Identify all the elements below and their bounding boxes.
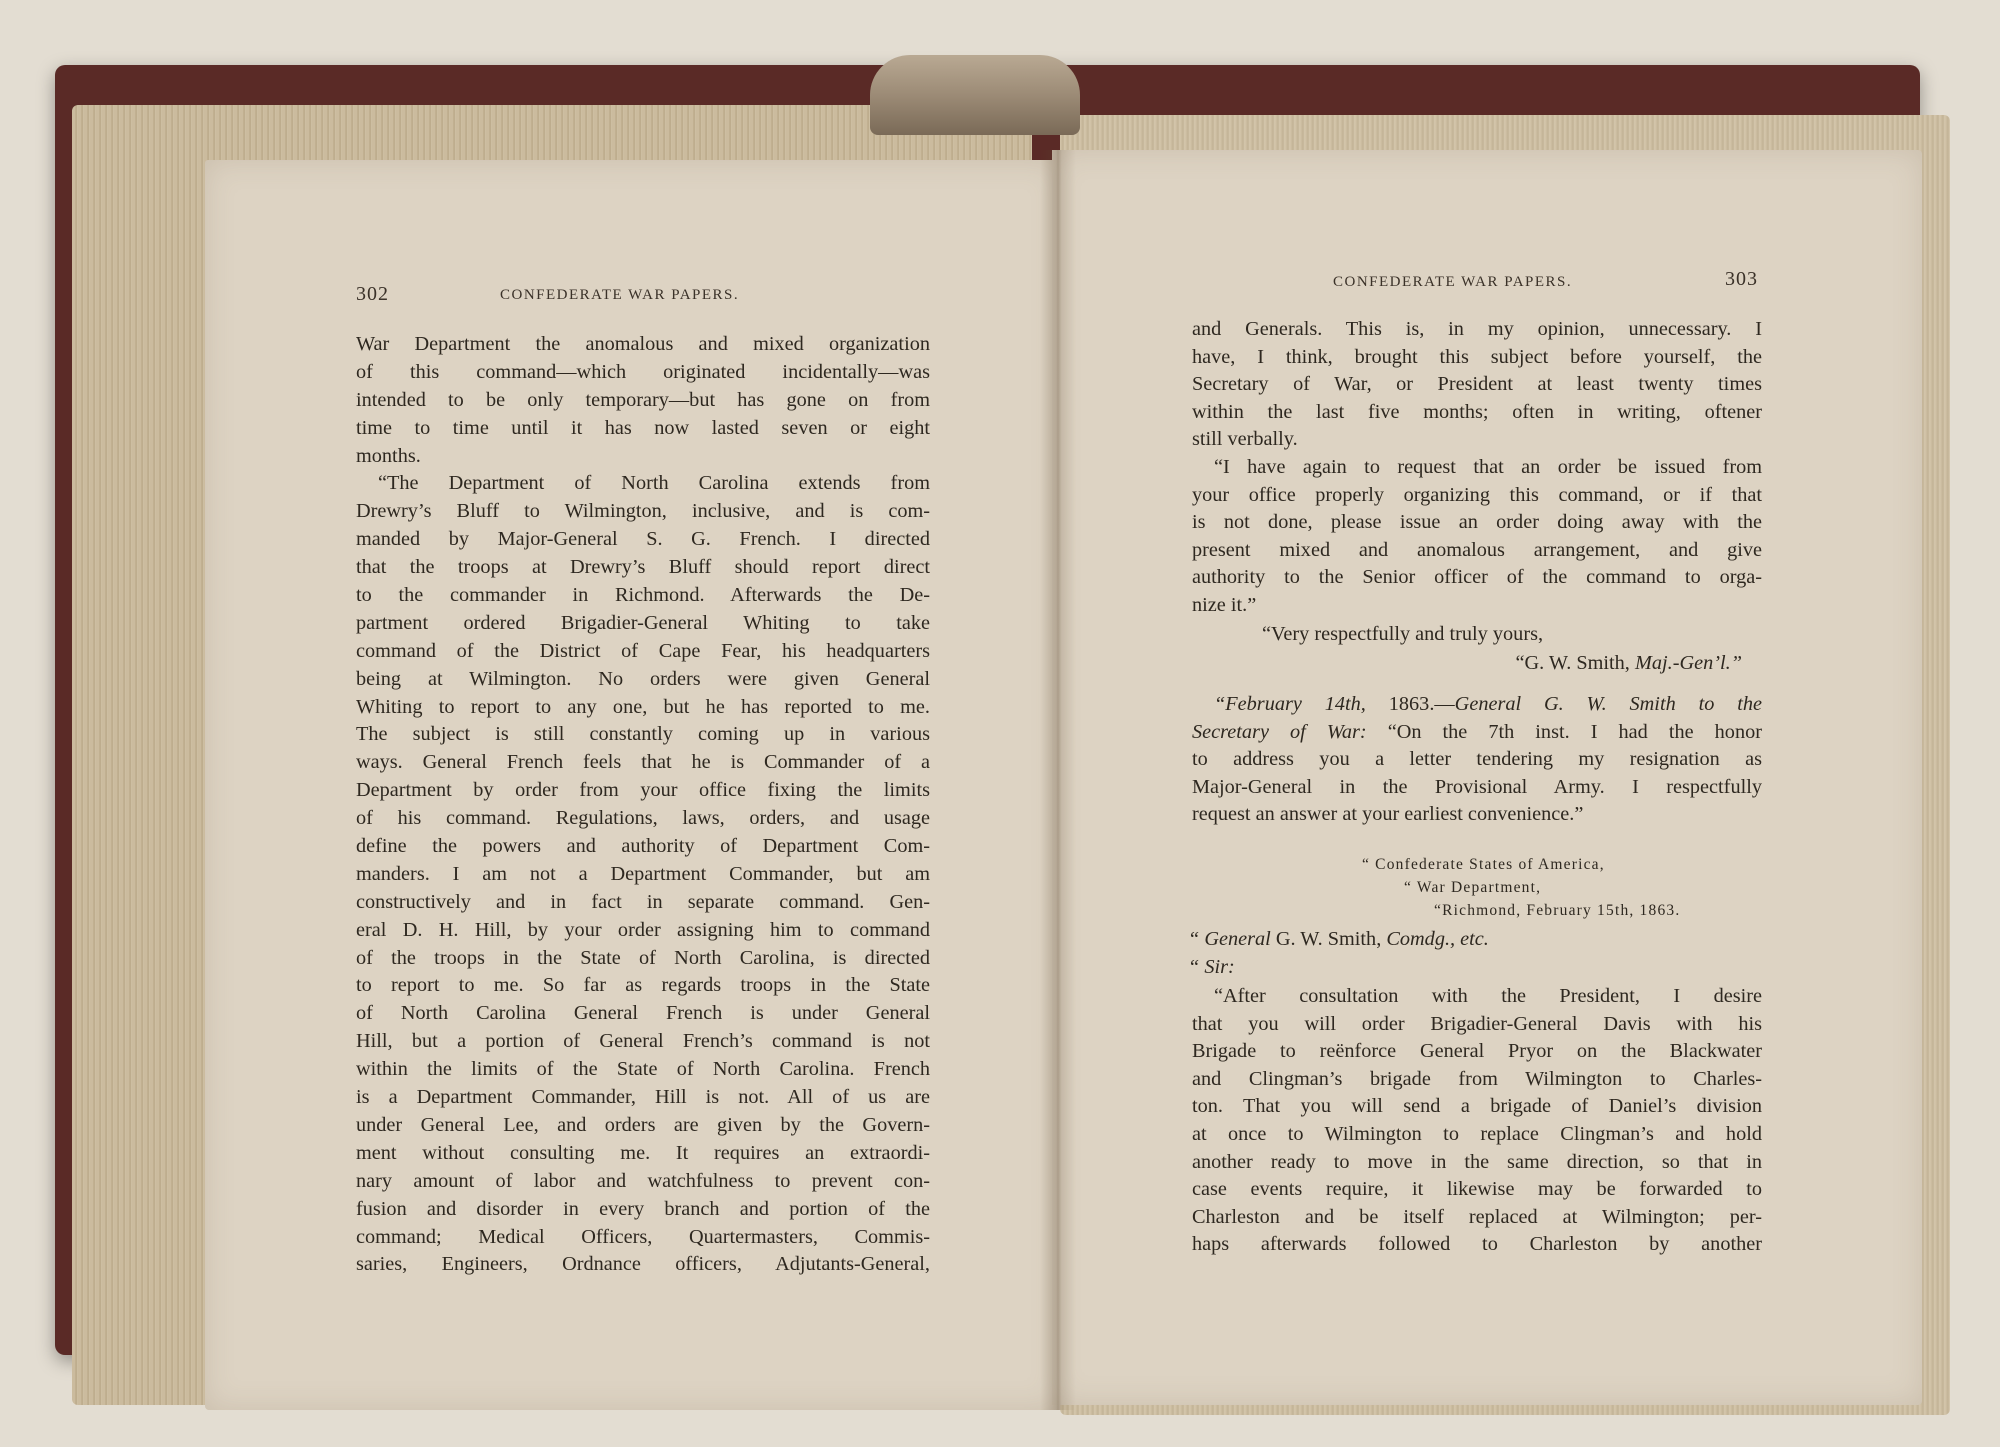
right-paragraph-3 bbox=[1192, 691, 1762, 829]
right-paragraph-4 bbox=[1192, 983, 1762, 1259]
para1-line: and Generals. This is, in my opinion, unnecessary. I bbox=[1192, 318, 1762, 340]
signature-line bbox=[1192, 650, 1742, 678]
left-text-line: Drewry’s Bluff to Wilmington, inclusive, and is com- bbox=[356, 500, 930, 523]
left-text-line: Hill, but a portion of General French’s command is not bbox=[356, 1030, 930, 1053]
address-line-2: “ War Department, bbox=[1404, 879, 1542, 896]
para3-line: Major-General in the Provisional Army. I respectfully bbox=[1192, 775, 1762, 798]
left-text-line: The subject is still constantly coming up in various bbox=[356, 723, 930, 746]
signature-name: “G. W. Smith, bbox=[1515, 652, 1630, 674]
para4-line: haps afterwards followed to Charleston by another bbox=[1192, 1233, 1762, 1256]
left-text-line: to the commander in Richmond. Afterwards the De- bbox=[356, 584, 930, 607]
left-text-line: Whiting to report to any one, but he has reported to me. bbox=[356, 695, 930, 718]
left-text-line: within the limits of the State of North Carolina. French bbox=[356, 1058, 930, 1081]
left-text-line: eral D. H. Hill, by your order assigning him to command bbox=[356, 918, 930, 941]
para4-line: and Clingman’s brigade from Wilmington to Charles- bbox=[1192, 1067, 1762, 1090]
left-text-line: manders. I am not a Department Commander, but am bbox=[356, 862, 930, 885]
para3-day: 14th, bbox=[1324, 693, 1366, 715]
left-text-line: partment ordered Brigadier-General Whiting to take bbox=[356, 611, 930, 634]
left-text-line: is a Department Commander, Hill is not. All of us are bbox=[356, 1086, 930, 1109]
para3-addressee: General G. W. Smith to the bbox=[1454, 693, 1762, 715]
para3-month: “February bbox=[1214, 693, 1302, 715]
para3-line: request an answer at your earliest convenience.” bbox=[1192, 803, 1584, 826]
left-text-line: months. bbox=[356, 444, 421, 467]
para3-secretary: Secretary of War: bbox=[1192, 720, 1367, 743]
left-text-line: define the powers and authority of Department Com- bbox=[356, 835, 930, 858]
left-text-line: of North Carolina General French is under General bbox=[356, 1002, 930, 1025]
para1-line: have, I think, brought this subject before yourself, the bbox=[1192, 345, 1762, 368]
signature-title: Maj.-Gen’l.” bbox=[1634, 652, 1742, 674]
salutation bbox=[1188, 926, 1758, 981]
left-text-line: time to time until it has now lasted seven or eight bbox=[356, 416, 930, 439]
para4-line: case events require, it likewise may be forwarded to bbox=[1192, 1178, 1762, 1201]
left-text-line: to report to me. So far as regards troops in the State bbox=[356, 974, 930, 997]
para1-line: still verbally. bbox=[1192, 428, 1298, 451]
left-text-line: of his command. Regulations, laws, orders, and usage bbox=[356, 807, 930, 830]
para3-year: 1863.— bbox=[1388, 693, 1455, 715]
para4-line: “After consultation with the President, I desire bbox=[1214, 985, 1762, 1007]
left-text-line: ment without consulting me. It requires an extraordi- bbox=[356, 1141, 930, 1164]
left-text-line: intended to be only temporary—but has gone on from bbox=[356, 388, 930, 411]
left-text-line: saries, Engineers, Ordnance officers, Adjutants-General, bbox=[356, 1253, 930, 1276]
para2-line: “I have again to request that an order be issued from bbox=[1214, 456, 1762, 478]
para4-line: Charleston and be itself replaced at Wilmington; per- bbox=[1192, 1205, 1762, 1228]
left-page-body bbox=[356, 331, 930, 1279]
para4-line: that you will order Brigadier-General Davis with his bbox=[1192, 1012, 1762, 1035]
right-paragraph-1 bbox=[1192, 316, 1762, 454]
para3-rest bbox=[1192, 746, 1762, 829]
para4-line: another ready to move in the same direction, so that in bbox=[1192, 1150, 1762, 1173]
para2-line: authority to the Senior officer of the command to orga- bbox=[1192, 566, 1762, 589]
para3-line-1 bbox=[1192, 691, 1762, 719]
left-running-head: CONFEDERATE WAR PAPERS. bbox=[500, 287, 740, 303]
para1-line: Secretary of War, or President at least twenty times bbox=[1192, 373, 1762, 396]
book-spine bbox=[870, 55, 1080, 135]
para2-line: present mixed and anomalous arrangement, and give bbox=[1192, 538, 1762, 561]
para4-line: ton. That you will send a brigade of Daniel’s division bbox=[1192, 1095, 1762, 1118]
para2-line: is not done, please issue an order doing away with the bbox=[1192, 511, 1762, 534]
para3-line2-text: “On the 7th inst. I had the honor bbox=[1387, 720, 1762, 743]
salutation-title: Comdg., etc. bbox=[1386, 928, 1489, 950]
left-text-line: under General Lee, and orders are given by the Govern- bbox=[356, 1113, 930, 1136]
address-line-1: “ Confederate States of America, bbox=[1362, 856, 1605, 873]
salutation-name: G. W. Smith, bbox=[1275, 928, 1382, 950]
left-text-line: “The Department of North Carolina extends from bbox=[378, 472, 930, 495]
left-page-number: 302 bbox=[356, 283, 389, 305]
right-paragraph-2 bbox=[1192, 454, 1762, 620]
right-running-head: CONFEDERATE WAR PAPERS. bbox=[1333, 274, 1573, 290]
salutation-general: “ General bbox=[1188, 928, 1271, 950]
para3-line-2 bbox=[1192, 719, 1762, 747]
left-text-line: nary amount of labor and watchfulness to prevent con- bbox=[356, 1169, 930, 1192]
salutation-line bbox=[1188, 926, 1758, 954]
left-text-line: of this command—which originated incidentally—was bbox=[356, 360, 930, 383]
para3-line: to address you a letter tendering my resignation as bbox=[1192, 748, 1762, 771]
left-text-line: ways. General French feels that he is Commander of a bbox=[356, 751, 930, 774]
sir-line: “ Sir: bbox=[1188, 955, 1235, 978]
closing-line bbox=[1262, 621, 1762, 649]
para4-line: Brigade to reënforce General Pryor on the Blackwater bbox=[1192, 1040, 1762, 1063]
left-text-line: Department by order from your office fixing the limits bbox=[356, 779, 930, 802]
signature bbox=[1192, 650, 1742, 678]
closing-text: “Very respectfully and truly yours, bbox=[1262, 623, 1544, 645]
left-text-line: that the troops at Drewry’s Bluff should report direct bbox=[356, 556, 930, 579]
left-text-line: of the troops in the State of North Carolina, is directed bbox=[356, 946, 930, 969]
para1-line: within the last five months; often in writing, oftener bbox=[1192, 400, 1762, 423]
para2-line: nize it.” bbox=[1192, 593, 1257, 616]
right-page-number: 303 bbox=[1725, 268, 1758, 290]
left-text-line: constructively and in fact in separate command. Gen- bbox=[356, 890, 930, 913]
left-text-line: command of the District of Cape Fear, his headquarters bbox=[356, 639, 930, 662]
para2-line: your office properly organizing this command, or if that bbox=[1192, 483, 1762, 506]
left-text-line: being at Wilmington. No orders were given General bbox=[356, 667, 930, 690]
left-text-line: manded by Major-General S. G. French. I directed bbox=[356, 528, 930, 551]
page-gutter bbox=[1040, 150, 1076, 1410]
left-text-line: command; Medical Officers, Quartermasters, Commis- bbox=[356, 1225, 930, 1248]
left-text-line: War Department the anomalous and mixed organization bbox=[356, 333, 930, 355]
address-line-3: “Richmond, February 15th, 1863. bbox=[1434, 902, 1681, 919]
left-text-line: fusion and disorder in every branch and portion of the bbox=[356, 1197, 930, 1220]
para4-line: at once to Wilmington to replace Clingman’s and hold bbox=[1192, 1122, 1762, 1145]
